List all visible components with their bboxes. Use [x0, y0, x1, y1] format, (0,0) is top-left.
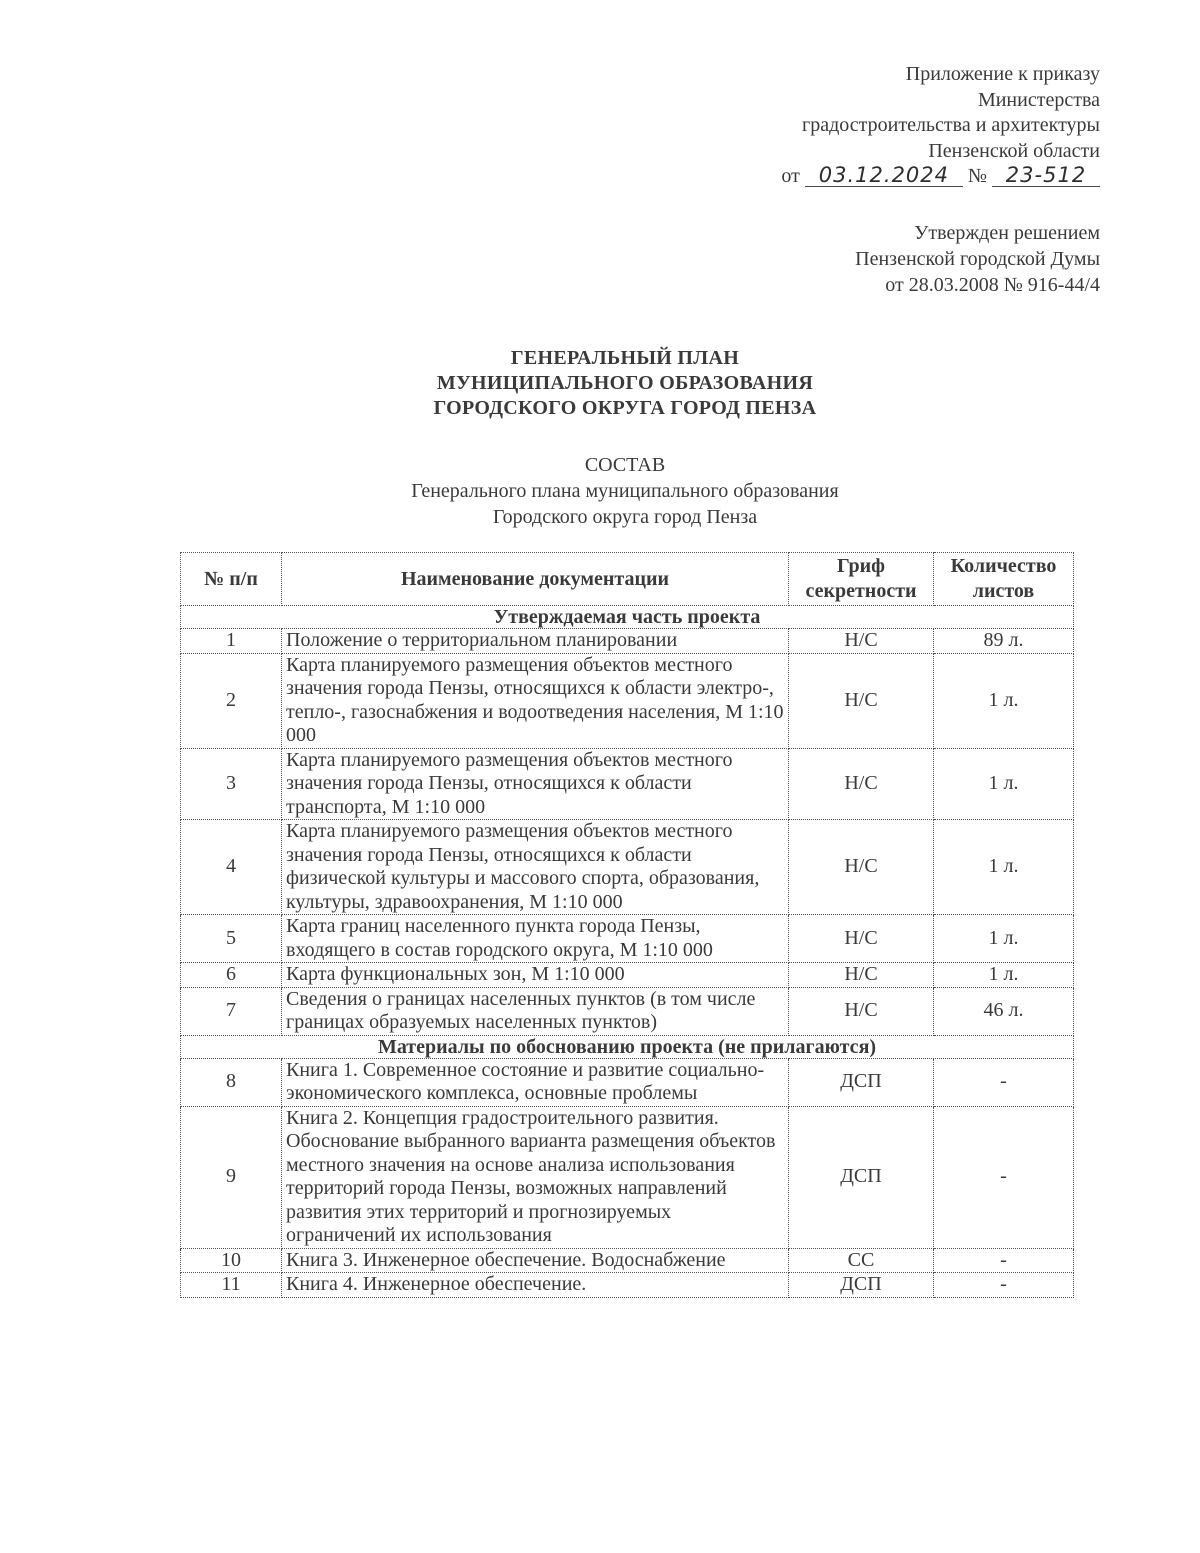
row-name: Книга 2. Концепция градостроительного развития. Обоснование выбранного варианта размещения объектов местного значения на основе анализа использования территорий города Пензы, возможных направлений развития этих территорий и прогнозируемых ограничений их использования: [282, 1106, 789, 1248]
row-sheets: -: [934, 1273, 1074, 1298]
row-secrecy: Н/С: [789, 987, 934, 1035]
row-secrecy: Н/С: [789, 963, 934, 988]
row-name: Сведения о границах населенных пунктов (в том числе границах образуемых населенных пунктов): [282, 987, 789, 1035]
title-line: ГЕНЕРАЛЬНЫЙ ПЛАН: [510, 347, 740, 369]
row-secrecy: ДСП: [789, 1273, 934, 1298]
title-line: ГОРОДСКОГО ОКРУГА ГОРОД ПЕНЗА: [433, 397, 817, 419]
approved-line: Пензенской городской Думы: [855, 248, 1100, 270]
header-num: № п/п: [181, 553, 282, 606]
header-name: Наименование документации: [282, 553, 789, 606]
approved-line: Утвержден решением: [914, 222, 1100, 244]
row-sheets: -: [934, 1248, 1074, 1273]
handwritten-number: 23-512: [992, 164, 1100, 187]
row-sheets: 1 л.: [934, 820, 1074, 915]
row-sheets: 1 л.: [934, 915, 1074, 963]
row-number: 11: [181, 1273, 282, 1298]
row-number: 7: [181, 987, 282, 1035]
row-secrecy: Н/С: [789, 629, 934, 654]
table-row: [181, 987, 1074, 1035]
section-row: [181, 1035, 1074, 1058]
composition-title: СОСТАВ: [584, 454, 666, 476]
row-number: 8: [181, 1058, 282, 1106]
table-row: [181, 629, 1074, 654]
table-row: [181, 653, 1074, 748]
row-sheets: 1 л.: [934, 653, 1074, 748]
appendix-line: Пензенской области: [928, 139, 1100, 162]
row-secrecy: СС: [789, 1248, 934, 1273]
section-row: [181, 606, 1074, 629]
row-secrecy: ДСП: [789, 1106, 934, 1248]
appendix-line: Приложение к приказу: [905, 63, 1100, 85]
title-line: МУНИЦИПАЛЬНОГО ОБРАЗОВАНИЯ: [436, 372, 814, 394]
row-name: Карта планируемого размещения объектов местного значения города Пензы, относящихся к области электро-, тепло-, газоснабжения и водоотведения населения, М 1:10 000: [282, 653, 789, 748]
row-sheets: -: [934, 1106, 1074, 1248]
row-secrecy: Н/С: [789, 915, 934, 963]
row-number: 4: [181, 820, 282, 915]
approved-line: от 28.03.2008 № 916-44/4: [885, 274, 1100, 296]
row-name: Карта планируемого размещения объектов местного значения города Пензы, относящихся к области транспорта, М 1:10 000: [282, 748, 789, 820]
row-number: 10: [181, 1248, 282, 1273]
header-sheets: Количество листов: [934, 553, 1074, 606]
document-title: [0, 346, 1200, 421]
row-secrecy: ДСП: [789, 1058, 934, 1106]
approved-block: [855, 220, 1100, 298]
composition-heading: [0, 452, 1200, 530]
row-name: Книга 4. Инженерное обеспечение.: [282, 1273, 789, 1298]
row-name: Карта границ населенного пункта города Пензы, входящего в состав городского округа, М 1:10 000: [282, 915, 789, 963]
table-row: [181, 963, 1074, 988]
row-number: 1: [181, 629, 282, 654]
row-number: 6: [181, 963, 282, 988]
row-number: 9: [181, 1106, 282, 1248]
documentation-table: [180, 552, 1074, 1298]
table-row: [181, 1248, 1074, 1273]
row-sheets: 1 л.: [934, 963, 1074, 988]
appendix-line: Министерства: [977, 88, 1100, 111]
number-label: №: [967, 165, 987, 187]
section-justification: Материалы по обоснованию проекта (не прилагаются): [181, 1035, 1074, 1058]
table-row: [181, 820, 1074, 915]
row-sheets: 1 л.: [934, 748, 1074, 820]
table-row: [181, 748, 1074, 820]
table-row: [181, 1106, 1074, 1248]
row-sheets: -: [934, 1058, 1074, 1106]
table-row: [181, 1273, 1074, 1298]
handwritten-date: 03.12.2024: [805, 164, 963, 187]
order-line: [781, 164, 1100, 190]
row-number: 3: [181, 748, 282, 820]
header-secrecy: Гриф секретности: [789, 553, 934, 606]
from-label: от: [781, 165, 800, 187]
row-name: Карта функциональных зон, М 1:10 000: [282, 963, 789, 988]
row-secrecy: Н/С: [789, 820, 934, 915]
table-row: [181, 915, 1074, 963]
row-name: Книга 1. Современное состояние и развитие социально-экономического комплекса, основные проблемы: [282, 1058, 789, 1106]
appendix-block: [781, 62, 1100, 190]
table-header-row: [181, 553, 1074, 606]
row-sheets: 89 л.: [934, 629, 1074, 654]
row-name: Карта планируемого размещения объектов местного значения города Пензы, относящихся к области физической культуры и массового спорта, образования, культуры, здравоохранения, М 1:10 000: [282, 820, 789, 915]
row-name: Книга 3. Инженерное обеспечение. Водоснабжение: [282, 1248, 789, 1273]
row-name: Положение о территориальном планировании: [282, 629, 789, 654]
row-secrecy: Н/С: [789, 748, 934, 820]
appendix-line: градостроительства и архитектуры: [802, 114, 1100, 136]
composition-line: Генерального плана муниципального образования: [411, 480, 839, 502]
section-approved: Утверждаемая часть проекта: [181, 606, 1074, 629]
composition-line: Городского округа город Пенза: [492, 506, 758, 528]
row-number: 2: [181, 653, 282, 748]
table-row: [181, 1058, 1074, 1106]
row-sheets: 46 л.: [934, 987, 1074, 1035]
row-secrecy: Н/С: [789, 653, 934, 748]
row-number: 5: [181, 915, 282, 963]
